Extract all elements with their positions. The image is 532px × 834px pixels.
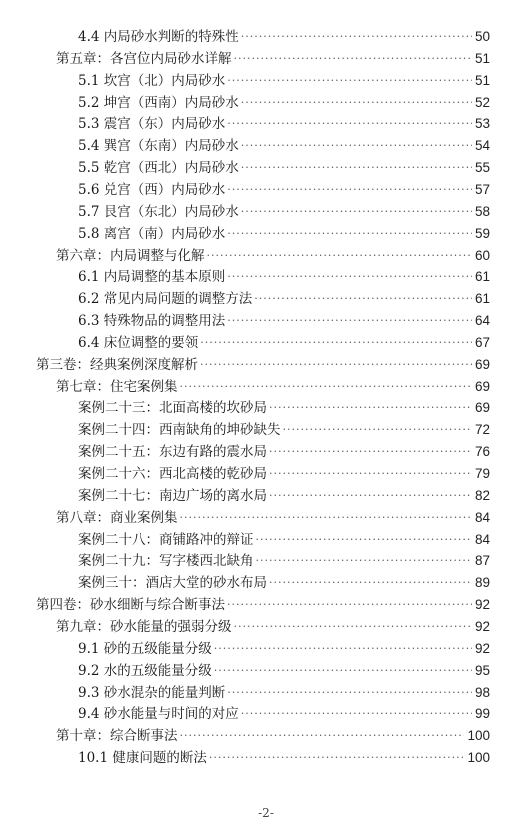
toc-entry xyxy=(78,264,490,286)
dot-leader xyxy=(180,506,472,524)
toc-entry-title: 6.3 特殊物品的调整用法 xyxy=(78,313,226,330)
toc-entry xyxy=(78,636,490,658)
toc-entry-title: 5.7 艮宫（东北）内局砂水 xyxy=(78,203,239,220)
toc-entry-page: 60 xyxy=(474,247,490,263)
toc-entry-page: 92 xyxy=(474,618,490,634)
toc-entry-page: 98 xyxy=(474,684,490,700)
toc-entry-title: 9.4 砂水能量与时间的对应 xyxy=(78,706,239,723)
toc-entry xyxy=(78,330,490,352)
toc-entry-page: 51 xyxy=(474,50,490,66)
toc-entry-title: 5.5 乾宫（西北）内局砂水 xyxy=(78,160,239,177)
toc-entry-title: 案例二十六：西北高楼的乾砂局 xyxy=(78,466,267,482)
toc-entry xyxy=(36,592,490,614)
toc-entry xyxy=(78,90,490,112)
toc-entry-page: 61 xyxy=(474,291,490,307)
toc-entry-title: 9.1 砂的五级能量分级 xyxy=(78,640,212,657)
toc-entry-page: 57 xyxy=(474,181,490,197)
toc-entry-title: 案例三十：酒店大堂的砂水布局 xyxy=(78,575,267,592)
toc-entry-page: 92 xyxy=(474,597,490,613)
dot-leader xyxy=(227,69,472,87)
toc-entry-page: 67 xyxy=(474,334,490,350)
page-number-footer: -2- xyxy=(258,806,274,820)
toc-entry-page: 69 xyxy=(474,400,490,416)
dot-leader xyxy=(207,244,472,262)
toc-entry-page: 54 xyxy=(474,138,490,154)
toc-entry-title: 案例二十七：南边广场的离水局 xyxy=(78,487,267,504)
toc-entry xyxy=(78,527,490,549)
toc-entry-title: 6.1 内局调整的基本原则 xyxy=(78,269,226,286)
toc-entry xyxy=(78,111,490,133)
toc-entry xyxy=(78,177,490,199)
toc-entry-page: 100 xyxy=(467,750,490,766)
toc-entry-page: 58 xyxy=(474,203,490,219)
toc-entry xyxy=(78,199,490,221)
dot-leader xyxy=(256,528,472,546)
dot-leader xyxy=(241,25,472,43)
toc-entry xyxy=(78,570,490,592)
dot-leader xyxy=(241,702,472,720)
toc-entry xyxy=(56,46,490,68)
toc-entry-page: 92 xyxy=(474,640,490,656)
toc-entry-title: 9.3 砂水混杂的能量判断 xyxy=(78,684,226,701)
toc-entry-title: 案例二十四：西南缺角的坤砂缺失 xyxy=(78,422,281,439)
toc-entry xyxy=(78,701,490,723)
toc-entry xyxy=(78,24,490,46)
toc-entry xyxy=(78,680,490,702)
toc-entry xyxy=(78,745,490,767)
dot-leader xyxy=(227,112,472,130)
toc-entry-title: 案例二十三：北面高楼的坎砂局 xyxy=(78,400,267,417)
toc-entry xyxy=(78,155,490,177)
dot-leader xyxy=(241,200,472,218)
toc-entry-page: 52 xyxy=(474,94,490,110)
dot-leader xyxy=(227,178,472,196)
toc-entry xyxy=(78,68,490,90)
toc-entry-title: 第六章：内局调整与化解 xyxy=(56,247,205,264)
toc-entry-title: 案例二十五：东边有路的震水局 xyxy=(78,444,267,461)
toc-entry xyxy=(56,505,490,527)
toc-entry xyxy=(78,417,490,439)
toc-entry-title: 案例二十八：商铺路冲的辩证 xyxy=(78,531,254,548)
toc-entry xyxy=(78,221,490,243)
toc-entry-page: 89 xyxy=(474,575,490,591)
toc-entry-title: 第八章：商业案例集 xyxy=(56,509,178,526)
dot-leader xyxy=(234,615,472,633)
dot-leader xyxy=(241,91,472,109)
toc-entry xyxy=(78,308,490,330)
toc-entry xyxy=(36,352,490,374)
toc-entry-page: 69 xyxy=(474,356,490,372)
toc-entry-page: 53 xyxy=(474,116,490,132)
dot-leader xyxy=(269,571,472,589)
dot-leader xyxy=(269,440,472,458)
toc-entry-page: 76 xyxy=(474,444,490,460)
toc-entry-title: 第九章：砂水能量的强弱分级 xyxy=(56,618,232,635)
dot-leader xyxy=(200,353,472,371)
dot-leader xyxy=(214,659,472,677)
toc-entry xyxy=(56,374,490,396)
toc-entry xyxy=(78,133,490,155)
toc-entry-title: 9.2 水的五级能量分级 xyxy=(78,662,212,679)
dot-leader xyxy=(227,681,472,699)
toc-entry-page: 95 xyxy=(474,662,490,678)
toc-entry-page: 50 xyxy=(474,29,490,44)
toc-entry-page: 64 xyxy=(474,313,490,329)
toc-entry-page: 84 xyxy=(474,509,490,525)
toc-entry-page: 72 xyxy=(474,422,490,438)
dot-leader xyxy=(227,222,472,240)
toc-entry-title: 6.4 床位调整的要领 xyxy=(78,334,199,351)
dot-leader xyxy=(227,309,472,327)
toc-entry-title: 第十章：综合断事法 xyxy=(56,728,178,745)
toc-entry-title: 10.1 健康问题的断法 xyxy=(78,750,207,767)
dot-leader xyxy=(180,724,465,742)
toc-entry xyxy=(78,461,490,483)
dot-leader xyxy=(209,746,465,764)
toc-entry xyxy=(78,395,490,417)
toc-entry-page: 100 xyxy=(467,728,490,744)
toc-entry-page: 87 xyxy=(474,553,490,569)
dot-leader xyxy=(180,375,472,393)
toc-entry xyxy=(56,614,490,636)
dot-leader xyxy=(227,593,472,611)
toc-entry-page: 55 xyxy=(474,160,490,176)
toc-entry-title: 6.2 常见内局问题的调整方法 xyxy=(78,291,253,308)
dot-leader xyxy=(227,265,472,283)
toc-entry-title: 5.2 坤宫（西南）内局砂水 xyxy=(78,94,239,111)
toc-entry-title: 5.1 坎宫（北）内局砂水 xyxy=(78,72,226,89)
dot-leader xyxy=(254,287,472,305)
toc-entry-page: 51 xyxy=(474,72,490,88)
toc-entry xyxy=(56,723,490,745)
dot-leader xyxy=(269,484,472,502)
dot-leader xyxy=(241,156,472,174)
toc-entry-page: 79 xyxy=(474,466,490,481)
dot-leader xyxy=(269,396,472,414)
toc-entry-title: 5.3 震宫（东）内局砂水 xyxy=(78,116,226,133)
toc-entry-page: 59 xyxy=(474,225,490,241)
toc-entry-page: 61 xyxy=(474,269,490,285)
toc-entry xyxy=(78,548,490,570)
toc-entry xyxy=(56,243,490,265)
toc-entry xyxy=(78,439,490,461)
toc-entry-title: 5.4 巽宫（东南）内局砂水 xyxy=(78,138,239,155)
toc-entry-title: 第五章：各宫位内局砂水详解 xyxy=(56,50,232,67)
dot-leader xyxy=(200,331,472,349)
toc-entry-title: 第四卷：砂水细断与综合断事法 xyxy=(36,597,225,614)
toc-entry-title: 第三卷：经典案例深度解析 xyxy=(36,356,198,373)
toc-entry-page: 69 xyxy=(474,378,490,394)
dot-leader xyxy=(214,637,472,655)
toc-entry-title: 4.4 内局砂水判断的特殊性 xyxy=(78,29,239,45)
toc-entry-title: 5.6 兑宫（西）内局砂水 xyxy=(78,181,226,198)
toc-entry-title: 第七章：住宅案例集 xyxy=(56,378,178,395)
toc-entry xyxy=(78,286,490,308)
toc-entry-page: 82 xyxy=(474,487,490,503)
dot-leader xyxy=(283,418,472,436)
toc-entry-title: 5.8 离宫（南）内局砂水 xyxy=(78,225,226,242)
dot-leader xyxy=(256,549,472,567)
toc-entry-page: 84 xyxy=(474,531,490,547)
toc-entry-page: 99 xyxy=(474,706,490,722)
dot-leader xyxy=(234,47,472,65)
toc-entry xyxy=(78,658,490,680)
dot-leader xyxy=(269,462,472,480)
toc-entry xyxy=(78,483,490,505)
dot-leader xyxy=(241,134,472,152)
toc-entry-title: 案例二十九：写字楼西北缺角 xyxy=(78,553,254,570)
